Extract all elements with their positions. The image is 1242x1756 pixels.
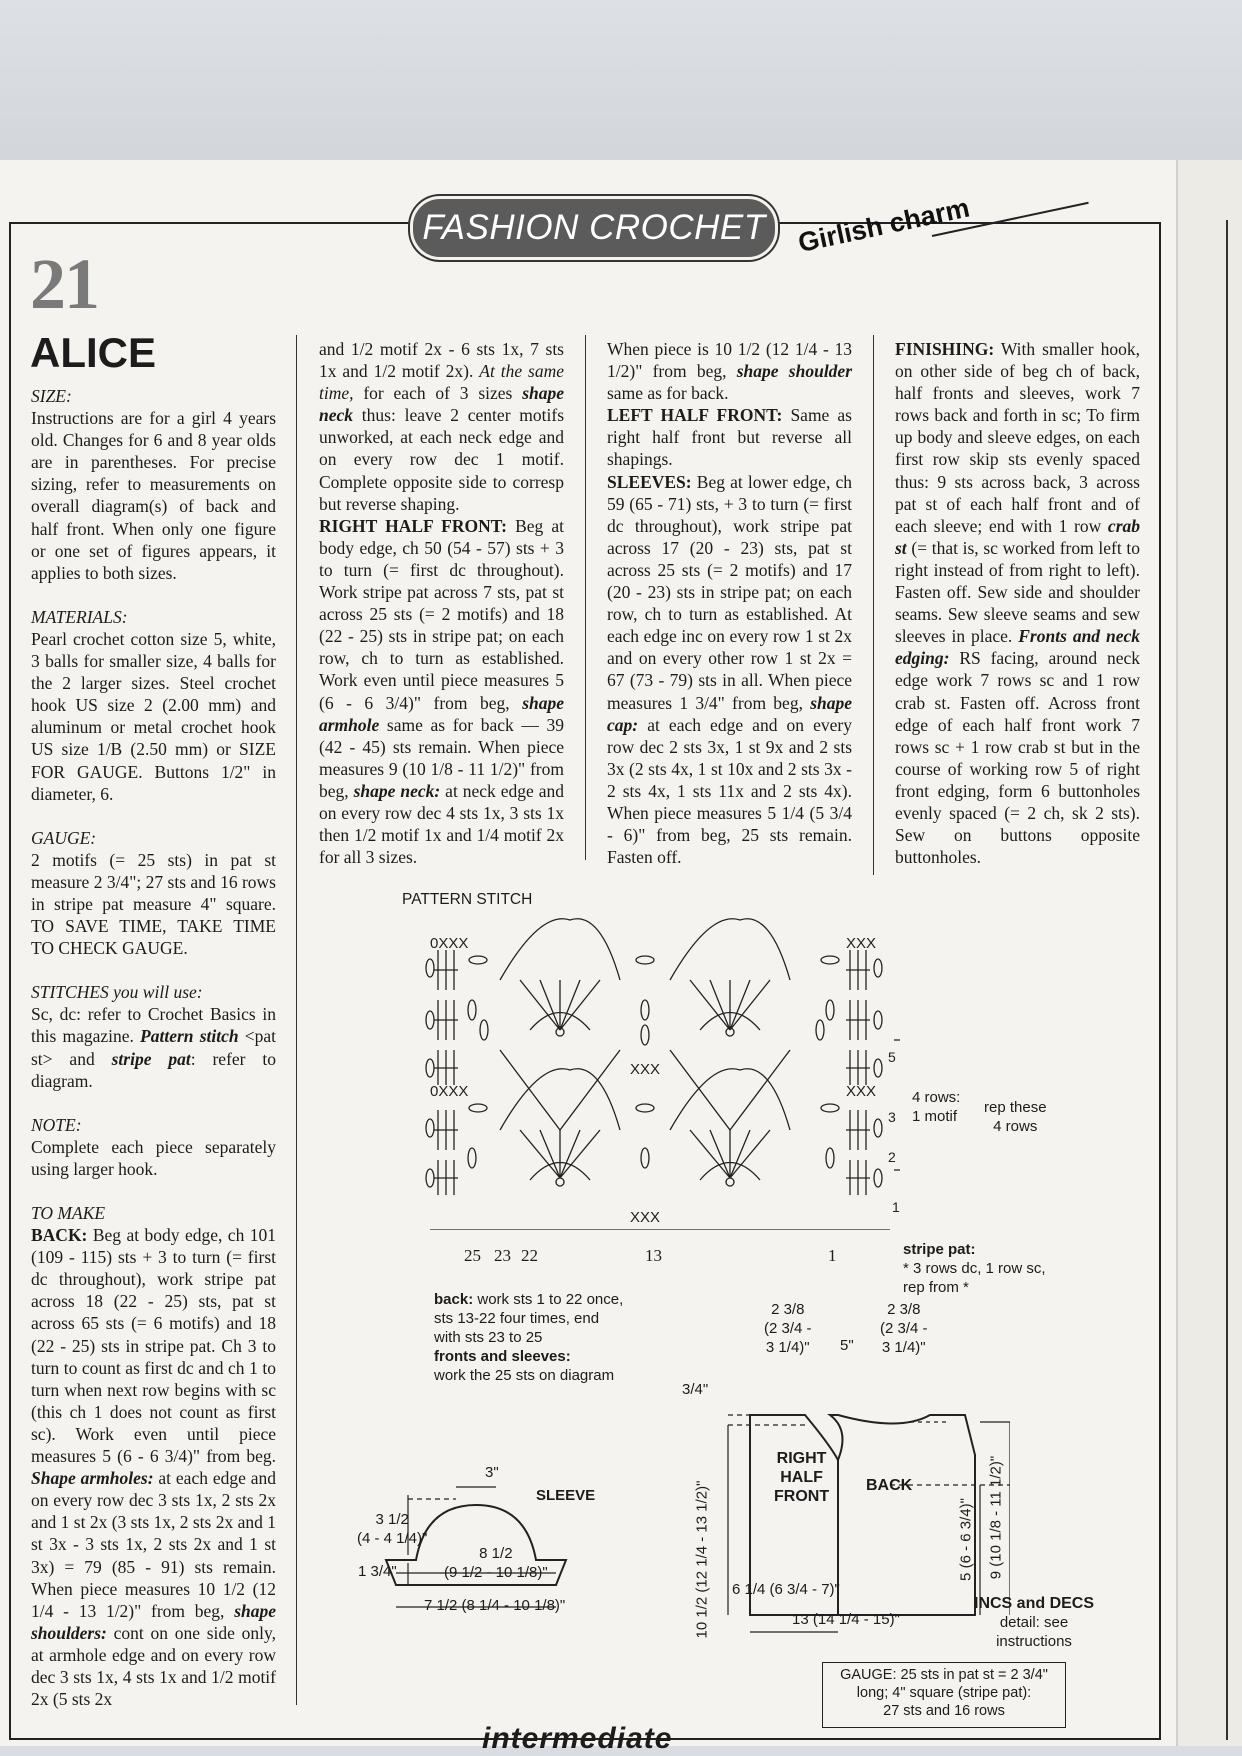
- diagram-title: PATTERN STITCH: [402, 891, 533, 908]
- section-banner: FASHION CROCHET: [410, 196, 778, 260]
- pattern-number: 21: [30, 244, 98, 324]
- shoulder-width-right: 2 3/8 (2 3/4 - 3 1/4)": [880, 1301, 928, 1356]
- difficulty-footer: intermediate: [482, 1722, 673, 1755]
- right-half-front-text: RIGHT HALF FRONT: Beg at body edge, ch 50 (54 - 57) sts + 3 to turn (= first dc throughout). Work stripe pat across 7 sts, pat st across 25 sts (= 2 motifs) and 18 (22 - 25) sts in stripe pat; on each row, ch to turn as established. Work even until piece measures 5 (6 - 6 3/4)" from beg, shape armhole same as for back — 39 (42 - 45) sts remain. When piece measures 9 (10 1/8 - 11 1/2)" from beg, shape neck: at neck edge and on every row dec 4 sts 1x, 3 sts 1x then 1/2 motif 1x and 1/4 motif 2x for all 3 sizes.: [319, 515, 565, 868]
- column-4: [895, 338, 1140, 868]
- column-rule: [296, 335, 297, 1705]
- svg-text:XXX: XXX: [846, 1083, 877, 1100]
- sleeve-lower-width: 7 1/2 (8 1/4 - 10 1/8)": [424, 1597, 566, 1614]
- materials-heading: MATERIALS:: [31, 606, 128, 627]
- column-3: [607, 338, 852, 868]
- note-heading: NOTE:: [31, 1114, 82, 1135]
- svg-text:0XXX: 0XXX: [430, 935, 469, 952]
- neck-height: 9 (10 1/8 - 11 1/2)": [987, 1455, 1005, 1580]
- row-number: 1: [892, 1199, 900, 1215]
- svg-text:XXX: XXX: [630, 1061, 661, 1078]
- shoulder-drop: 3/4": [682, 1381, 709, 1398]
- svg-text:XXX: XXX: [846, 935, 877, 952]
- pattern-title: ALICE: [30, 329, 156, 376]
- back-width: 13 (14 1/4 - 15)": [792, 1611, 900, 1628]
- sleeve-top-width: 3": [485, 1464, 499, 1481]
- sleeve-label: SLEEVE: [536, 1487, 596, 1504]
- stitch-number: 25: [464, 1246, 481, 1265]
- column-1: [31, 385, 276, 1710]
- gauge-text: 2 motifs (= 25 sts) in pat st measure 2 3/4"; 27 sts and 16 rows in stripe pat measure 4" square. TO SAVE TIME, TAKE TIME TO CHECK GAUGE.: [31, 849, 276, 959]
- stitch-number: 23: [494, 1246, 511, 1265]
- repeat-label: rep these 4 rows: [984, 1099, 1047, 1135]
- pattern-stitch-diagram: [420, 900, 900, 1230]
- sleeves-text: SLEEVES: Beg at lower edge, ch 59 (65 - 71) sts, + 3 to turn (= first dc throughout), work stripe pat across 17 (20 - 23) sts, pat st across 25 sts (= 2 motifs) and 17 (20 - 23) sts in stripe pat; on each row, ch to turn as established. At each edge inc on every row 1 st 2x and on every other row 1 st 2x = 67 (73 - 79) sts in all. When piece measures 1 3/4" from beg, shape cap: at each edge and on every row dec 2 sts 3x, 1 st 9x and 2 sts 3x (2 sts 4x, 1 st 10x and 2 sts 3x - 2 sts 4x, 1 sts 11x and 2 sts 4x). When piece measures 5 1/4 (5 3/4 - 6)" from beg, 25 sts remain. Fasten off.: [607, 471, 852, 868]
- note-text: Complete each piece separately using larger hook.: [31, 1136, 276, 1179]
- row-number: 2: [888, 1149, 896, 1165]
- sleeve-cap-height: 3 1/2 (4 - 4 1/4)": [357, 1511, 428, 1547]
- stripe-pattern-note: stripe pat: * 3 rows dc, 1 row sc, rep from *: [903, 1241, 1046, 1296]
- stitches-text: Sc, dc: refer to Crochet Basics in this magazine. Pattern stitch <pat st> and stripe pat: refer to diagram.: [31, 1004, 277, 1091]
- to-make-heading: TO MAKE: [31, 1203, 106, 1223]
- size-text: Instructions are for a girl 4 years old. Changes for 6 and 8 year olds are in parentheses. For precise sizing, refer to measurements on overall diagram(s) of back and half front. When only one figure or one set of figures appears, it applies to both sizes.: [31, 408, 276, 583]
- sc-rows: [430, 935, 876, 1226]
- materials-text: Pearl crochet cotton size 5, white, 3 balls for smaller size, 4 balls for the 2 larger sizes. Steel crochet hook US size 2 (2.00 mm) and aluminum or metal crochet hook US size 1/B (2.50 mm) or SIZE FOR GAUGE. Buttons 1/2" in diameter, 6.: [31, 628, 276, 804]
- size-heading: SIZE:: [31, 386, 72, 406]
- gauge-box: GAUGE: 25 sts in pat st = 2 3/4" long; 4" square (stripe pat): 27 sts and 16 rows: [822, 1662, 1066, 1728]
- svg-text:XXX: XXX: [630, 1209, 661, 1226]
- neck-width: 5": [840, 1337, 854, 1354]
- gauge-heading: GAUGE:: [31, 827, 97, 848]
- finishing-text: FINISHING: With smaller hook, on other side of beg ch of back, half fronts and sleeves, work 7 rows back and forth in sc; To firm up body and sleeve edges, on each first row skip sts evenly spaced thus: 9 sts across back, 3 across pat st of each half front and of each sleeve; end with 1 row crab st (= that is, sc worked from left to right instead of from right to left). Fasten off. Sew side and shoulder seams. Sew sleeve seams and sew sleeves in place. Fronts and neck edging: RS facing, around neck edge work 7 rows sc and 1 row crab st. Fasten off. Across front edge of each half front work 7 rows sc + 1 row crab st but in the course of working row 5 of right front edging, form 6 buttonholes evenly spaced (= 2 ch, sk 2 sts). Sew on buttons opposite buttonholes.: [895, 339, 1141, 868]
- next-page-edge: [1176, 160, 1242, 1746]
- fan-motif: [670, 919, 790, 1130]
- back-label: BACK: [866, 1477, 913, 1494]
- right-stripe-stitches: [846, 950, 882, 1195]
- back-text: BACK: Beg at body edge, ch 101 (109 - 115) sts + 3 to turn (= first dc throughout), work stripe pat across 18 (22 - 25) sts, pat st across 65 sts (= 6 motifs) and 18 (22 - 25) sts in stripe pat. Ch 3 to turn to count as first dc and ch 1 to turn when next row begins with sc (this ch 1 does not count as first sc). Work even until piece measures 5 (6 - 6 3/4)" from beg. Shape armholes: at each edge and on every row dec 3 sts 1x, 2 sts 2x and 1 st 2x (3 sts 1x, 2 sts 2x and 1 st 3x - 3 sts 1x, 2 sts 2x and 1 st 3x) = 79 (85 - 91) sts remain. When piece measures 10 1/2 (12 1/4 - 13 1/2)" from beg, shape shoulders: cont on one side only, at armhole edge and on every row dec 3 sts 1x, 4 sts 1x and 1/2 motif 2x (5 sts 2x: [31, 1225, 277, 1710]
- front-label: RIGHT HALF FRONT: [774, 1450, 830, 1505]
- stitch-number: 13: [645, 1246, 662, 1265]
- stitch-number: 22: [521, 1246, 538, 1265]
- sleeve-cuff-height: 1 3/4": [358, 1563, 397, 1580]
- armhole-height: 5 (6 - 6 3/4)": [957, 1498, 975, 1581]
- column-rule: [873, 335, 874, 875]
- column-rule: [585, 335, 586, 860]
- left-half-front-text: LEFT HALF FRONT: Same as right half front but reverse all shapings.: [607, 405, 852, 470]
- tagline: Girlish charm: [795, 192, 973, 259]
- background-top: [0, 0, 1242, 168]
- shoulder-text: When piece is 10 1/2 (12 1/4 - 13 1/2)" from beg, shape shoulder same as for back.: [607, 339, 853, 404]
- column-2: [319, 338, 564, 868]
- row-number: 3: [888, 1109, 896, 1125]
- sleeve-upper-width: 8 1/2 (9 1/2 - 10 1/8)": [444, 1545, 548, 1581]
- left-stripe-stitches: [426, 950, 458, 1195]
- row-number: 5: [888, 1049, 896, 1065]
- stitch-number: 1: [828, 1246, 837, 1265]
- shoulder-width-left: 2 3/8 (2 3/4 - 3 1/4)": [764, 1301, 812, 1356]
- fan-motif: [500, 919, 620, 1130]
- stitch-usage-note: back: work sts 1 to 22 once, sts 13-22 four times, end with sts 23 to 25 fronts and sleeves: work the 25 sts on diagram: [434, 1291, 624, 1384]
- four-rows-label: 4 rows: 1 motif: [912, 1089, 961, 1125]
- front-width: 6 1/4 (6 3/4 - 7)": [732, 1581, 840, 1598]
- svg-text:0XXX: 0XXX: [430, 1083, 469, 1100]
- total-height: 10 1/2 (12 1/4 - 13 1/2)": [693, 1480, 711, 1639]
- fan-motif: [670, 1069, 790, 1186]
- incs-decs-note: INCS and DECS detail: see instructions: [974, 1595, 1095, 1650]
- stitches-heading: STITCHES you will use:: [31, 982, 203, 1003]
- fan-motif: [500, 1069, 620, 1186]
- neck-text: and 1/2 motif 2x - 6 sts 1x, 7 sts 1x and 1/2 motif 2x). At the same time, for each of 3 sizes shape neck thus: leave 2 center motifs unworked, at each neck edge and on every row dec 1 motif. Complete opposite side to corresp but reverse shaping.: [319, 339, 564, 514]
